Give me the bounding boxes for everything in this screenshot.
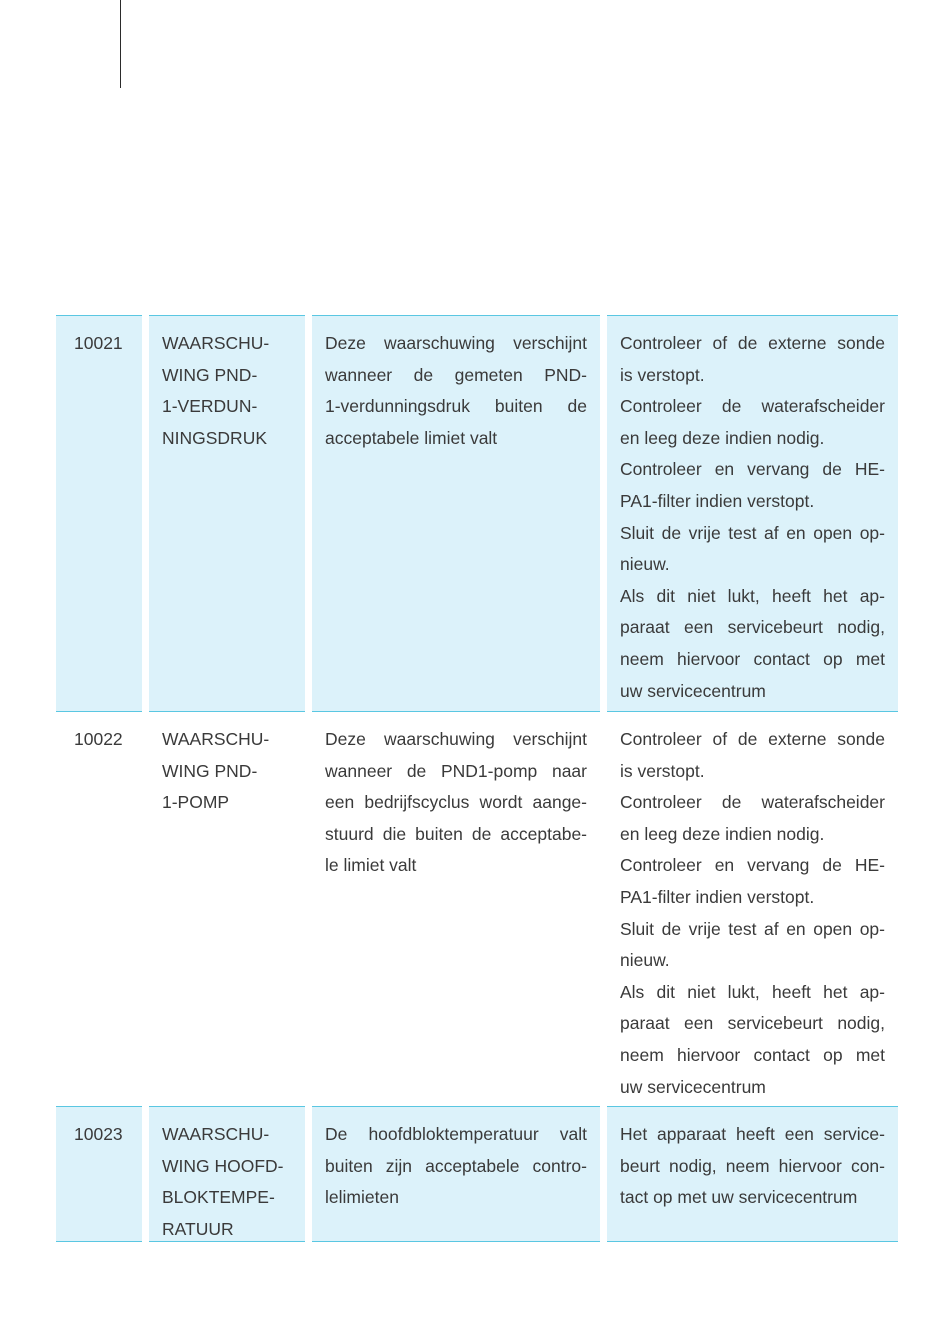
error-code: 10022 bbox=[56, 711, 142, 1106]
error-description: De hoofdbloktemperatuur valt buiten zijn acceptabele contro- lelimieten bbox=[312, 1106, 600, 1242]
error-action: Controleer of de externe sonde is verstopt. Controleer de waterafscheider en leeg deze indien nodig. Controleer en vervang de HE- PA1-filter indien verstopt. Sluit de vrije test af en open op- nieuw. Als dit niet lukt, heeft het ap- paraat een servicebeurt nodig, neem hiervoor contact op met uw servicecentrum bbox=[607, 315, 898, 711]
error-code-table bbox=[56, 315, 898, 1242]
table-row bbox=[56, 1106, 898, 1242]
error-action: Controleer of de externe sonde is verstopt. Controleer de waterafscheider en leeg deze indien nodig. Controleer en vervang de HE- PA1-filter indien verstopt. Sluit de vrije test af en open op- nieuw. Als dit niet lukt, heeft het ap- paraat een servicebeurt nodig, neem hiervoor contact op met uw servicecentrum bbox=[607, 711, 898, 1106]
error-name: WAARSCHU- WING HOOFD- BLOKTEMPE- RATUUR bbox=[149, 1106, 305, 1242]
margin-rule bbox=[120, 0, 121, 88]
error-name: WAARSCHU- WING PND- 1-POMP bbox=[149, 711, 305, 1106]
error-code: 10023 bbox=[56, 1106, 142, 1242]
error-name: WAARSCHU- WING PND- 1-VERDUN- NINGSDRUK bbox=[149, 315, 305, 711]
error-description: Deze waarschuwing verschijnt wanneer de gemeten PND- 1-verdunningsdruk buiten de acceptabele limiet valt bbox=[312, 315, 600, 711]
error-code: 10021 bbox=[56, 315, 142, 711]
error-action: Het apparaat heeft een service- beurt nodig, neem hiervoor con- tact op met uw servicecentrum bbox=[607, 1106, 898, 1242]
table-row bbox=[56, 315, 898, 711]
table-row bbox=[56, 711, 898, 1106]
error-description: Deze waarschuwing verschijnt wanneer de PND1-pomp naar een bedrijfscyclus wordt aange- stuurd die buiten de acceptabe- le limiet valt bbox=[312, 711, 600, 1106]
